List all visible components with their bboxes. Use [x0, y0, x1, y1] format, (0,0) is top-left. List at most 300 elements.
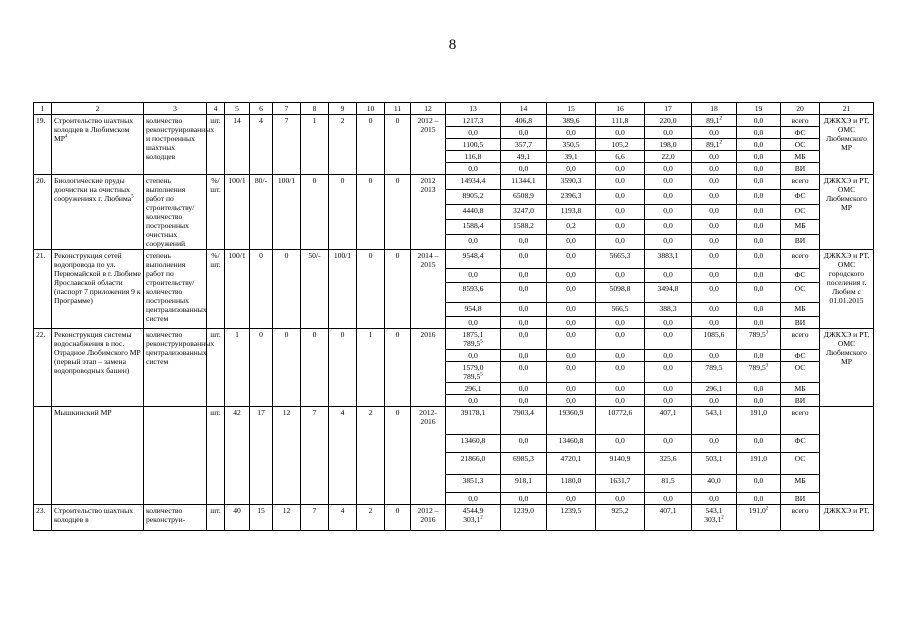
amount-year: [692, 350, 737, 362]
footnote-mark: 2: [719, 116, 722, 122]
amount-value: 0,0: [753, 494, 764, 503]
amount-year: [692, 151, 737, 163]
target-value: 0: [329, 329, 357, 407]
item-name-text: Строительство шахтных колодцев в: [54, 506, 134, 524]
amount-total: [446, 475, 501, 493]
amount-year: 0,0: [645, 205, 692, 220]
indicator-name: количество реконструи-: [144, 505, 207, 531]
amount-value: 0,0: [709, 494, 719, 503]
amount-year: [737, 362, 781, 383]
period: 2014 – 2015: [411, 250, 446, 329]
amount-year: 6985,3: [501, 453, 547, 475]
amount-value: 0,0: [709, 128, 719, 137]
target-value: 100/1: [273, 175, 301, 250]
amount-year: [737, 163, 781, 175]
executor: ДЖКХЭ и РТ, ОМС городского поселения г. Любим с 01.01.2015: [820, 250, 874, 329]
row-number: 23.: [34, 505, 52, 531]
target-value: 0: [250, 250, 273, 329]
item-name: [52, 329, 144, 407]
amount-value: 0,0: [753, 206, 764, 215]
amount-value: 0,0: [709, 221, 719, 230]
item-name-text: Биологические пруды доочистки на очистных сооружениях г. Любима: [54, 176, 132, 203]
indicator-name: степень выполнения работ по строительству/ количество построенных очистных сооружений: [144, 175, 207, 250]
amount-total: [446, 205, 501, 220]
footnote-mark: 4: [64, 134, 68, 140]
amount-year: 925,2: [596, 505, 645, 531]
amount-value: 0,0: [753, 152, 764, 161]
amount-value: 789,5: [748, 330, 766, 339]
amount-total: [446, 115, 501, 127]
amount-year: 0,0: [596, 395, 645, 407]
amount-year: 0,0: [596, 269, 645, 283]
amount-year: 0,0: [501, 250, 547, 269]
header-row: [34, 103, 874, 115]
amount-year: [692, 475, 737, 493]
amount-total: [446, 250, 501, 269]
header-cell: 5: [225, 103, 250, 115]
amount-year: 2396,3: [547, 190, 596, 205]
amount-year: 0,0: [645, 395, 692, 407]
amount-value: 0,0: [753, 318, 764, 327]
amount-value: 0,0: [709, 152, 719, 161]
amount-year: 6,6: [596, 151, 645, 163]
amount-value: 89,1: [706, 116, 720, 125]
amount-year: 7903,4: [501, 407, 547, 435]
funding-source: МБ: [781, 475, 820, 493]
executor: ДЖКХЭ и РТ, ОМС Любимского МР: [820, 115, 874, 175]
amount-year: 0,0: [501, 329, 547, 350]
funding-source: ВИ: [781, 235, 820, 250]
amount-year: 105,2: [596, 139, 645, 151]
page-number: 8: [448, 37, 457, 53]
header-cell: 4: [207, 103, 225, 115]
target-value: 50/-: [301, 250, 329, 329]
amount-year: 0,0: [596, 127, 645, 139]
amount-year: 325,6: [645, 453, 692, 475]
amount-year: [737, 175, 781, 190]
amount-year: 198,0: [645, 139, 692, 151]
amount-value: 116,8: [464, 152, 482, 161]
amount-value: 13460,8: [460, 436, 486, 445]
amount-value: 0,0: [468, 128, 478, 137]
amount-year: 5098,8: [596, 283, 645, 303]
amount-value: 0,0: [753, 221, 764, 230]
amount-year: 0,2: [547, 220, 596, 235]
amount-total: [446, 175, 501, 190]
amount-year: [737, 151, 781, 163]
target-value: 0: [301, 329, 329, 407]
amount-year: 0,0: [547, 493, 596, 505]
amount-total: [446, 435, 501, 453]
funding-source: МБ: [781, 383, 820, 395]
period: 2016: [411, 329, 446, 407]
amount-value: 954,8: [464, 304, 482, 313]
table-row: [34, 505, 874, 531]
amount-year: 1631,7: [596, 475, 645, 493]
amount-year: 0,0: [547, 235, 596, 250]
amount-value: 0,0: [753, 436, 764, 445]
indicator-name: [144, 407, 207, 505]
amount-value: 503,1: [705, 454, 723, 463]
amount-year: 0,0: [501, 303, 547, 317]
amount-year: 0,0: [501, 163, 547, 175]
target-value: 0: [357, 175, 385, 250]
funding-source: всего: [781, 505, 820, 531]
target-value: 12: [273, 505, 301, 531]
amount-year: 0,0: [501, 383, 547, 395]
amount-year: 0,0: [501, 395, 547, 407]
amount-year: 0,0: [596, 220, 645, 235]
amount-value: 1579,0: [462, 363, 484, 372]
target-value: 0: [357, 250, 385, 329]
amount-year: 0,0: [547, 127, 596, 139]
header-cell: 8: [301, 103, 329, 115]
program-table: [33, 102, 874, 531]
amount-total: [446, 139, 501, 151]
amount-year: [692, 127, 737, 139]
funding-source: ОС: [781, 205, 820, 220]
funding-source: всего: [781, 250, 820, 269]
table-row: [34, 115, 874, 127]
footnote-mark: 2: [765, 506, 769, 512]
row-number: 19.: [34, 115, 52, 175]
amount-total: [446, 303, 501, 317]
amount-year: 357,7: [501, 139, 547, 151]
amount-year: 350,5: [547, 139, 596, 151]
header-cell: 11: [385, 103, 411, 115]
amount-year: 0,0: [645, 190, 692, 205]
amount-year: 0,0: [547, 163, 596, 175]
amount-year: 1239,0: [501, 505, 547, 531]
amount-year: 3247,0: [501, 205, 547, 220]
target-value: 100/1: [225, 250, 250, 329]
amount-year: 0,0: [501, 283, 547, 303]
amount-year: [737, 115, 781, 127]
amount-year: [737, 250, 781, 269]
amount-total: [446, 395, 501, 407]
target-value: 2: [329, 115, 357, 175]
amount-total: [446, 407, 501, 435]
amount-year: 0,0: [596, 383, 645, 395]
amount-year: 0,0: [501, 317, 547, 329]
amount-total: [446, 317, 501, 329]
amount-value: 0,0: [468, 396, 478, 405]
item-name-text: Мышкинский МР: [54, 408, 112, 417]
target-value: 1: [301, 115, 329, 175]
amount-year: 0,0: [645, 317, 692, 329]
amount-value: 0,0: [709, 206, 719, 215]
amount-value: 0,0: [753, 116, 764, 125]
amount-year: [737, 303, 781, 317]
amount-year: [692, 505, 737, 531]
target-value: 15: [250, 505, 273, 531]
amount-value: 0,0: [468, 270, 478, 279]
amount-year: 0,0: [645, 163, 692, 175]
amount-value: 0,0: [709, 351, 719, 360]
amount-year: 3590,3: [547, 175, 596, 190]
amount-total: [446, 383, 501, 395]
amount-year: 0,0: [596, 205, 645, 220]
amount-total: [446, 329, 501, 350]
header-cell: 18: [692, 103, 737, 115]
target-value: 0: [385, 407, 411, 505]
amount-year: 220,0: [645, 115, 692, 127]
funding-source: ВИ: [781, 163, 820, 175]
amount-year: [737, 505, 781, 531]
amount-year: 111,8: [596, 115, 645, 127]
amount-total: [446, 505, 501, 531]
amount-year: 407,1: [645, 407, 692, 435]
item-name: [52, 115, 144, 175]
target-value: 7: [273, 115, 301, 175]
funding-source: ФС: [781, 269, 820, 283]
amount-year: 406,8: [501, 115, 547, 127]
amount-year: 11344,1: [501, 175, 547, 190]
target-value: 0: [273, 250, 301, 329]
footnote-mark: 2: [719, 140, 722, 146]
amount-year: 0,0: [501, 350, 547, 362]
funding-source: всего: [781, 175, 820, 190]
amount-value: 1100,5: [462, 140, 484, 149]
amount-total: [446, 493, 501, 505]
amount-year: 0,0: [547, 362, 596, 383]
amount-year: 3494,8: [645, 283, 692, 303]
target-value: 2: [357, 407, 385, 505]
funding-source: ФС: [781, 350, 820, 362]
unit: %/ шт.: [207, 175, 225, 250]
amount-year: 81,5: [645, 475, 692, 493]
amount-value: 0,0: [753, 191, 764, 200]
amount-year: 0,0: [547, 269, 596, 283]
amount-year: 1193,8: [547, 205, 596, 220]
header-cell: 16: [596, 103, 645, 115]
amount-value: 3851,3: [462, 476, 484, 485]
funding-source: всего: [781, 329, 820, 350]
amount-year: [737, 453, 781, 475]
amount-year: 4720,1: [547, 453, 596, 475]
amount-value-extra: 789,5: [463, 339, 481, 348]
table-row: [34, 250, 874, 269]
header-cell: 17: [645, 103, 692, 115]
amount-value: 191,0: [748, 506, 766, 515]
amount-year: [737, 493, 781, 505]
amount-value: 14934,4: [460, 176, 486, 185]
amount-total: [446, 362, 501, 383]
funding-source: ОС: [781, 283, 820, 303]
target-value: 0: [385, 115, 411, 175]
amount-year: [692, 362, 737, 383]
target-value: 0: [385, 250, 411, 329]
amount-year: [692, 395, 737, 407]
amount-value: 1588,4: [462, 221, 484, 230]
amount-value: 8593,6: [462, 284, 484, 293]
amount-value: 1217,3: [462, 116, 484, 125]
amount-value-extra: 303,1: [704, 515, 722, 524]
amount-year: [692, 283, 737, 303]
header-cell: 3: [144, 103, 207, 115]
target-value: 1: [357, 329, 385, 407]
target-value: 0: [385, 505, 411, 531]
amount-total: [446, 269, 501, 283]
target-value: 0: [357, 115, 385, 175]
indicator-name: степень выполнения работ по строительству/ количество построенных централизованных систем: [144, 250, 207, 329]
amount-year: 0,0: [645, 127, 692, 139]
amount-value: 0,0: [709, 164, 719, 173]
amount-value: 0,0: [468, 164, 478, 173]
table-row: [34, 175, 874, 190]
amount-year: [692, 303, 737, 317]
item-name-text: Реконструкция системы водоснабжения в пос. Отрадное Любимского МР (первый этап – замена водопроводных башен): [54, 330, 141, 375]
amount-total: [446, 163, 501, 175]
amount-value: 0,0: [753, 140, 764, 149]
amount-year: 0,0: [596, 317, 645, 329]
table-row: [34, 329, 874, 350]
header-cell: 7: [273, 103, 301, 115]
amount-value: 0,0: [709, 270, 719, 279]
item-name: [52, 407, 144, 505]
funding-source: МБ: [781, 303, 820, 317]
row-number: 22.: [34, 329, 52, 407]
amount-value: 0,0: [753, 396, 764, 405]
unit: шт.: [207, 329, 225, 407]
amount-year: 0,0: [596, 163, 645, 175]
amount-value: 543,1: [705, 408, 723, 417]
amount-value: 40,0: [707, 476, 721, 485]
amount-year: [737, 395, 781, 407]
amount-value: 21866,0: [460, 454, 486, 463]
target-value: 17: [250, 407, 273, 505]
amount-year: 6508,9: [501, 190, 547, 205]
amount-value: 0,0: [753, 351, 764, 360]
amount-year: [737, 235, 781, 250]
funding-source: всего: [781, 407, 820, 435]
target-value: 0: [329, 175, 357, 250]
funding-source: ФС: [781, 435, 820, 453]
executor: ДЖКХЭ и РТ,: [820, 505, 874, 531]
funding-source: ВИ: [781, 395, 820, 407]
amount-year: 22,0: [645, 151, 692, 163]
amount-value: 0,0: [709, 236, 719, 245]
amount-year: 13460,8: [547, 435, 596, 453]
footnote-mark: 5: [480, 339, 483, 345]
amount-year: 0,0: [501, 362, 547, 383]
target-value: 7: [301, 505, 329, 531]
target-value: 0: [301, 175, 329, 250]
amount-year: 0,0: [547, 303, 596, 317]
amount-year: 1180,0: [547, 475, 596, 493]
executor: ДЖКХЭ и РТ, ОМС Любимского МР: [820, 329, 874, 407]
amount-value: 296,1: [464, 384, 482, 393]
header-cell: 6: [250, 103, 273, 115]
amount-value: 0,0: [753, 304, 764, 313]
amount-year: [737, 407, 781, 435]
header-cell: 14: [501, 103, 547, 115]
amount-year: [692, 317, 737, 329]
amount-year: 0,0: [596, 175, 645, 190]
amount-value: 0,0: [709, 304, 719, 313]
amount-year: 10772,6: [596, 407, 645, 435]
amount-value: 0,0: [468, 236, 478, 245]
row-number: 20.: [34, 175, 52, 250]
amount-year: 0,0: [645, 269, 692, 283]
amount-year: [692, 235, 737, 250]
amount-year: [737, 283, 781, 303]
amount-year: [737, 350, 781, 362]
amount-value: 789,5: [748, 363, 766, 372]
amount-year: 0,0: [596, 329, 645, 350]
target-value: 4: [329, 407, 357, 505]
header-cell: 13: [446, 103, 501, 115]
target-value: 100/1: [225, 175, 250, 250]
amount-value-extra: 789,5: [463, 372, 481, 381]
row-number: [34, 407, 52, 505]
amount-year: [737, 139, 781, 151]
period: 2012 – 2016: [411, 505, 446, 531]
amount-total: [446, 235, 501, 250]
funding-source: ФС: [781, 127, 820, 139]
target-value: 0: [250, 329, 273, 407]
executor: ДЖКХЭ и РТ, ОМС Любимского МР: [820, 175, 874, 250]
amount-year: 389,6: [547, 115, 596, 127]
header-cell: 9: [329, 103, 357, 115]
amount-value: 191,0: [749, 454, 768, 463]
amount-value: 191,0: [749, 408, 768, 417]
unit: шт.: [207, 505, 225, 531]
funding-source: МБ: [781, 220, 820, 235]
amount-year: [692, 175, 737, 190]
amount-year: [737, 435, 781, 453]
target-value: 0: [385, 329, 411, 407]
amount-total: [446, 220, 501, 235]
amount-year: [737, 317, 781, 329]
amount-year: 0,0: [501, 127, 547, 139]
amount-value-extra: 303,1: [463, 515, 481, 524]
amount-year: 1588,2: [501, 220, 547, 235]
amount-year: [692, 190, 737, 205]
amount-year: [737, 383, 781, 395]
footnote-mark: 2: [721, 515, 724, 521]
target-value: 12: [273, 407, 301, 505]
amount-value: 0,0: [468, 494, 478, 503]
amount-year: [737, 190, 781, 205]
amount-year: 0,0: [596, 435, 645, 453]
target-value: 0: [273, 329, 301, 407]
amount-year: 0,0: [596, 190, 645, 205]
amount-value: 9548,4: [462, 251, 484, 260]
header-cell: 21: [820, 103, 874, 115]
amount-year: 388,3: [645, 303, 692, 317]
unit: шт.: [207, 115, 225, 175]
row-number: 21.: [34, 250, 52, 329]
item-name: [52, 505, 144, 531]
header-cell: 10: [357, 103, 385, 115]
amount-value: 0,0: [709, 436, 719, 445]
amount-value: 89,1: [706, 140, 720, 149]
amount-year: 0,0: [501, 435, 547, 453]
amount-year: 918,1: [501, 475, 547, 493]
amount-year: 0,0: [645, 329, 692, 350]
amount-value: 0,0: [753, 384, 764, 393]
amount-value: 0,0: [709, 396, 719, 405]
amount-year: [692, 453, 737, 475]
amount-year: 0,0: [645, 383, 692, 395]
amount-value: 789,5: [705, 363, 723, 372]
header-cell: 15: [547, 103, 596, 115]
amount-year: 0,0: [547, 283, 596, 303]
amount-year: [737, 475, 781, 493]
amount-year: [692, 139, 737, 151]
funding-source: ОС: [781, 453, 820, 475]
